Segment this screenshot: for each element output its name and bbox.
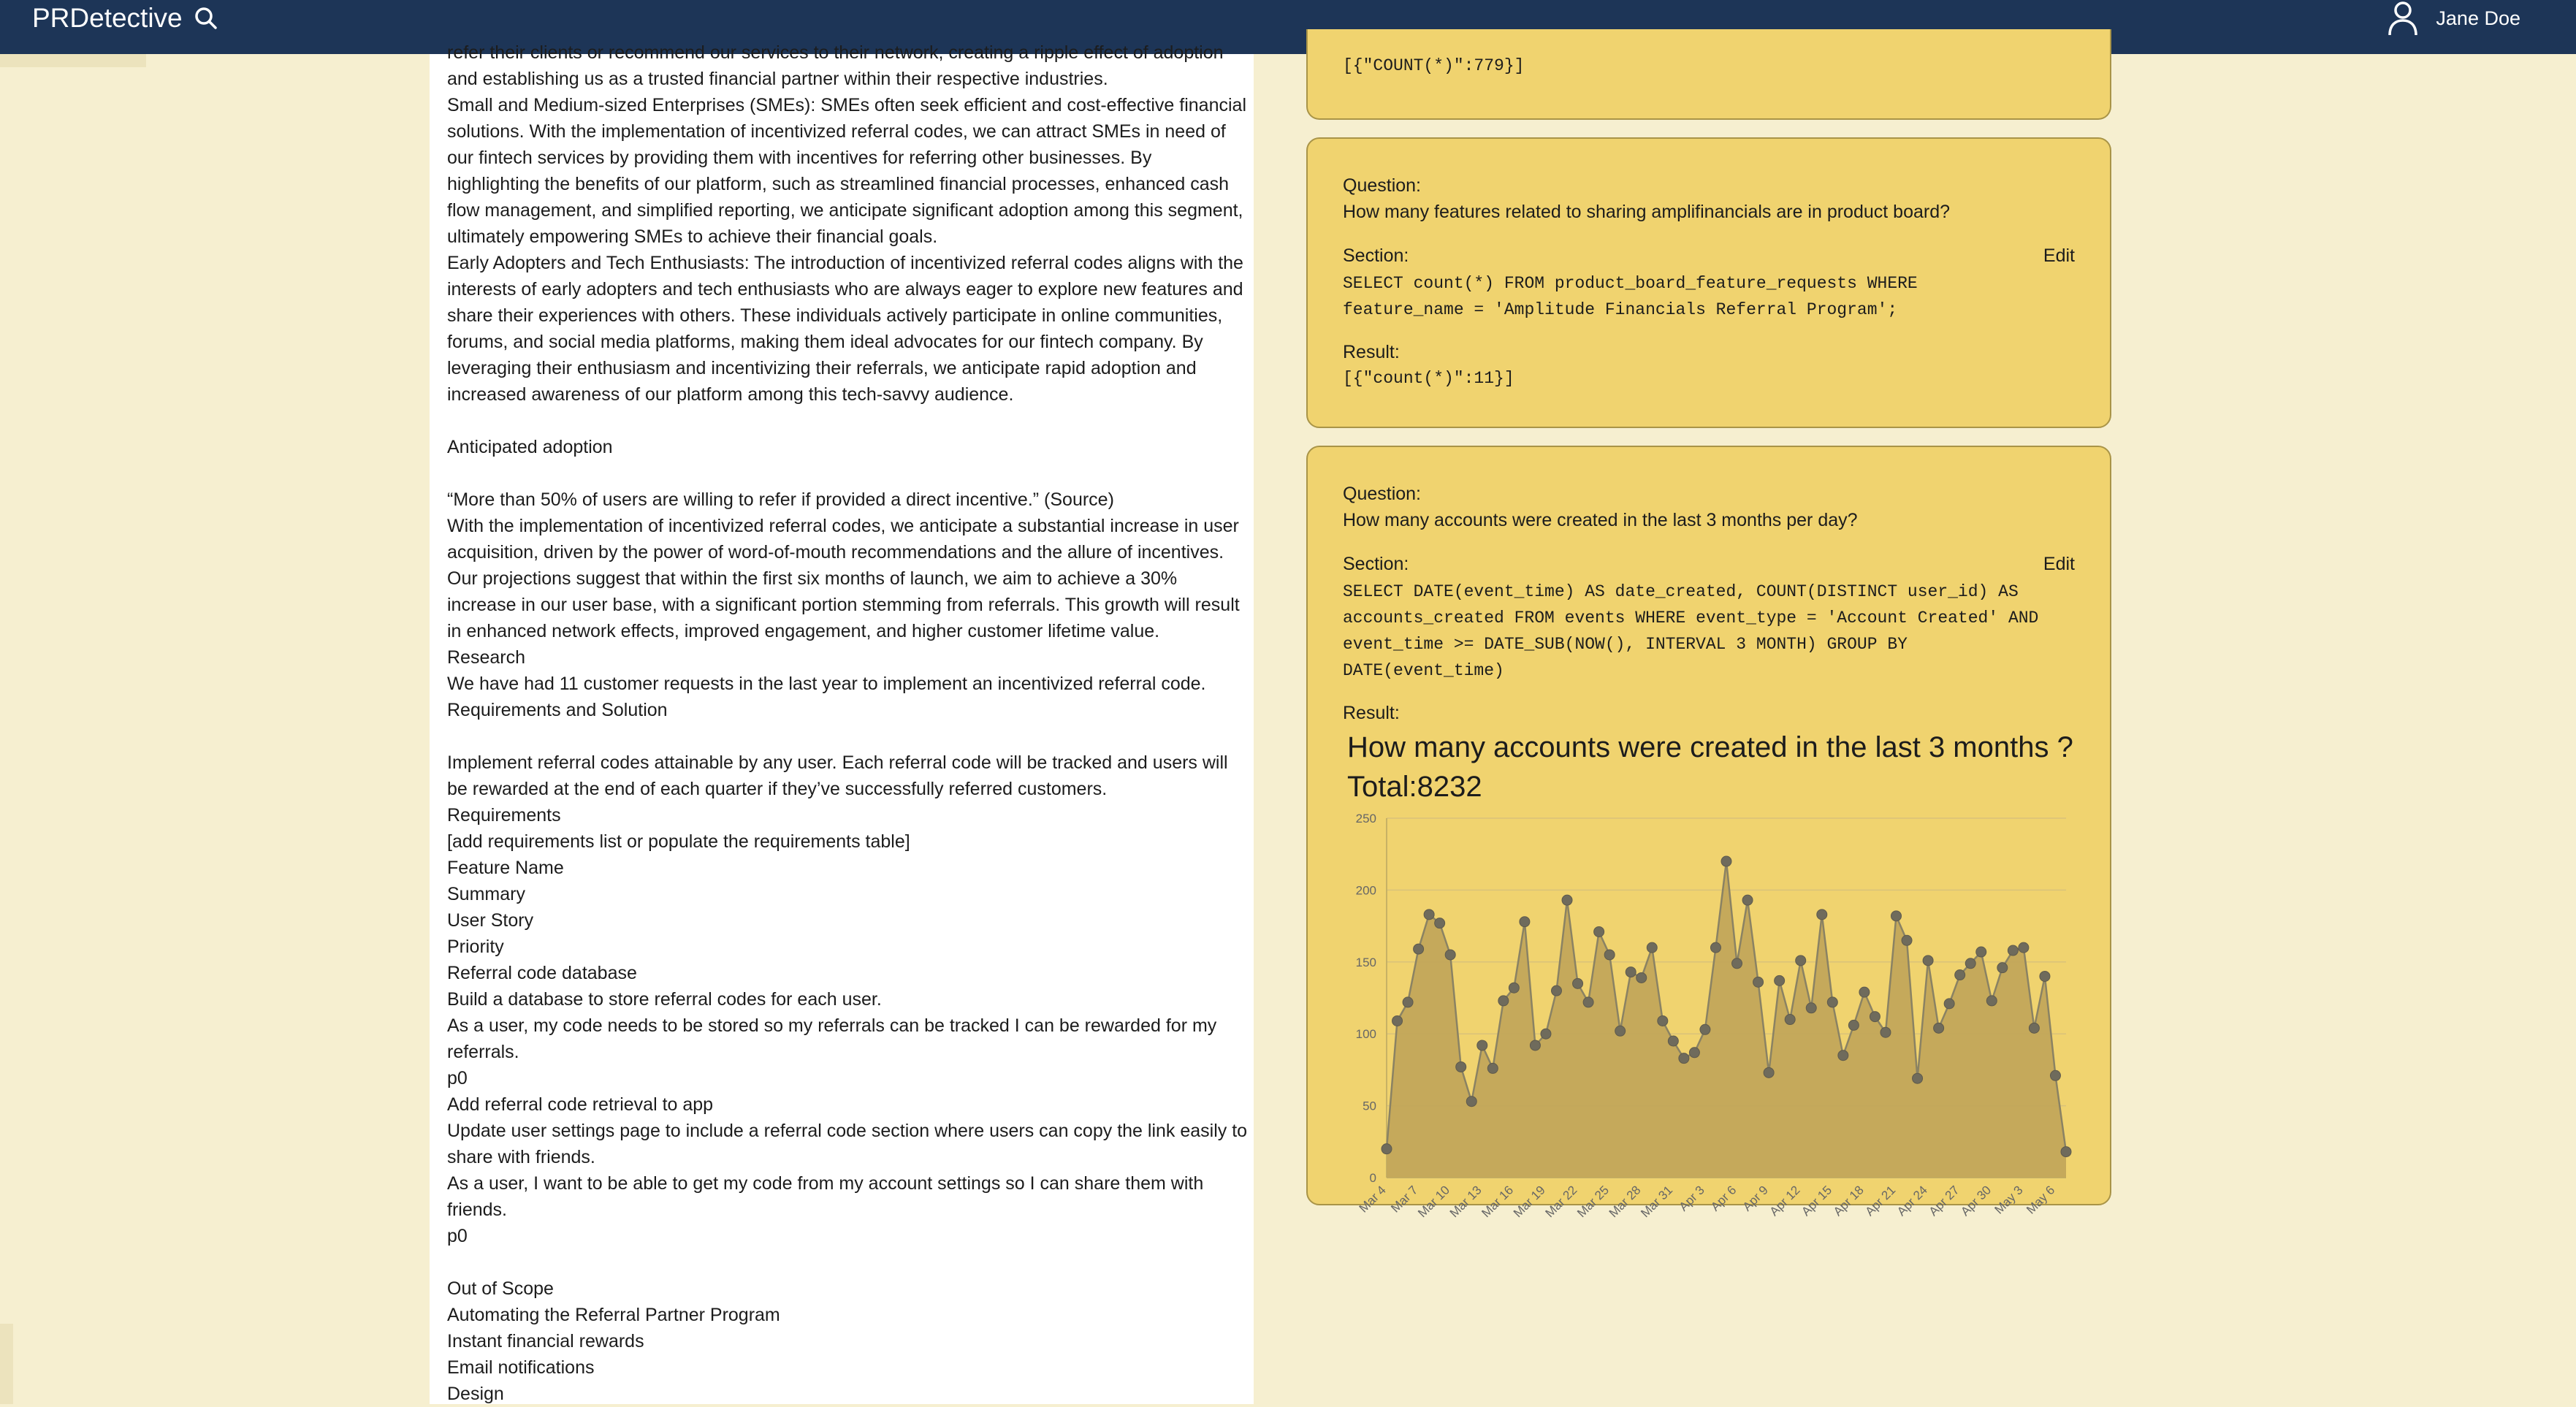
section-label: Section: — [1343, 554, 1409, 574]
data-point — [1806, 1003, 1816, 1013]
data-point — [1764, 1067, 1774, 1078]
x-tick-label: Mar 4 — [1356, 1183, 1389, 1216]
data-point — [1424, 910, 1434, 920]
document-paragraph: Design — [447, 1384, 504, 1404]
data-point — [1710, 942, 1720, 953]
x-tick-label: Mar 28 — [1606, 1183, 1644, 1221]
document-paragraph: [add requirements list or populate the requirements table] — [447, 831, 910, 852]
data-point — [2029, 1023, 2039, 1033]
data-point — [1403, 997, 1413, 1007]
document-paragraph: p0 — [447, 1226, 468, 1246]
data-point — [1986, 996, 1997, 1006]
document-paragraph: p0 — [447, 1068, 468, 1088]
y-tick-label: 150 — [1355, 955, 1376, 969]
data-point — [2050, 1070, 2060, 1080]
user-name[interactable]: Jane Doe — [2436, 7, 2520, 29]
data-point — [1382, 1144, 1392, 1154]
query-card-3 — [1306, 446, 2111, 1221]
data-point — [2061, 1147, 2071, 1157]
x-tick-label: Mar 25 — [1574, 1183, 1612, 1221]
blank-line — [447, 408, 1248, 434]
data-point — [1817, 910, 1827, 920]
sidebar-edge — [0, 54, 146, 67]
edit-button[interactable]: Edit — [2043, 245, 2075, 266]
data-point — [1573, 978, 1583, 988]
document-paragraph: Research — [447, 647, 525, 668]
data-point — [1445, 950, 1455, 960]
data-point — [1658, 1015, 1668, 1026]
query-card-1 — [1306, 29, 2111, 120]
chart-total: Total:8232 — [1347, 771, 1482, 803]
sql-query: SELECT count(*) FROM product_board_feature_requests WHERE feature_name = 'Amplitude Financials Referral Program'; — [1343, 274, 1918, 319]
document-paragraph: Feature Name — [447, 858, 564, 878]
edit-button[interactable]: Edit — [2043, 554, 2075, 574]
x-tick-label: Apr 30 — [1958, 1183, 1994, 1219]
query-card-2 — [1306, 137, 2111, 428]
y-tick-label: 250 — [1355, 812, 1376, 825]
document-paragraph: Automating the Referral Partner Program — [447, 1305, 780, 1325]
x-tick-label: Mar 22 — [1542, 1183, 1580, 1221]
data-point — [1689, 1048, 1699, 1058]
chart-title: How many accounts were created in the last 3 months ? — [1347, 731, 2073, 763]
x-tick-label: Apr 15 — [1799, 1183, 1835, 1219]
result-label: Result: — [1343, 703, 1400, 723]
data-point — [1466, 1097, 1476, 1107]
data-point — [1891, 911, 1902, 921]
question-label: Question: — [1343, 175, 1422, 196]
y-tick-label: 0 — [1369, 1171, 1376, 1185]
data-point — [1509, 983, 1519, 993]
document-paragraph: Summary — [447, 884, 525, 904]
document-paragraph: Anticipated adoption — [447, 437, 613, 457]
x-tick-label: May 6 — [2024, 1183, 2058, 1217]
accounts-area — [1387, 861, 2066, 1178]
data-point — [1934, 1023, 1944, 1033]
document-paragraph: As a user, I want to be able to get my code from my account settings so I can share them with friends. — [447, 1173, 1204, 1220]
data-point — [1913, 1073, 1923, 1083]
data-point — [1870, 1012, 1880, 1022]
data-point — [2040, 971, 2050, 981]
data-point — [1732, 958, 1742, 969]
data-point — [1552, 985, 1562, 996]
data-point — [1838, 1051, 1848, 1061]
document-paragraph: Instant financial rewards — [447, 1331, 644, 1351]
data-point — [1944, 999, 1954, 1009]
x-tick-label: Mar 10 — [1415, 1183, 1453, 1221]
data-point — [1636, 972, 1647, 983]
blank-line — [447, 1249, 1248, 1276]
data-point — [1668, 1036, 1678, 1046]
x-tick-label: May 3 — [1992, 1183, 2026, 1217]
document-paragraph: As a user, my code needs to be stored so my referrals can be tracked I can be rewarded for my referrals. — [447, 1015, 1217, 1062]
data-point — [1902, 935, 1912, 945]
x-tick-label: Apr 9 — [1739, 1183, 1771, 1214]
document-paragraph: We have had 11 customer requests in the last year to implement an incentivized referral code. — [447, 674, 1206, 694]
data-point — [1392, 1015, 1403, 1026]
blank-line — [447, 460, 1248, 487]
data-point — [1594, 926, 1604, 937]
x-tick-label: Apr 27 — [1926, 1183, 1962, 1219]
question-text: How many features related to sharing amplifinancials are in product board? — [1343, 202, 1951, 222]
document-paragraph: Early Adopters and Tech Enthusiasts: The introduction of incentivized referral codes aligns with the interests of early adopters and tech enthusiasts who are always eager to explore new features and share their experiences with others. These individuals actively participate in online communities, forums, and social media platforms, making them ideal advocates for our fintech company. By leveraging their enthusiasm and incentivizing their referrals, we anticipate rapid adoption and increased awareness of our platform among this tech-savvy audience. — [447, 253, 1243, 405]
data-point — [1583, 997, 1593, 1007]
data-point — [1679, 1053, 1689, 1064]
x-tick-label: Mar 7 — [1388, 1183, 1421, 1216]
document-paragraph: Email notifications — [447, 1357, 595, 1378]
document-paragraph: refer their clients or recommend our services to their network, creating a ripple effect of adoption and establishing us as a trusted financial partner within their respective industries. — [447, 42, 1224, 89]
data-point — [1520, 917, 1530, 927]
document-paragraph: Priority — [447, 937, 504, 957]
data-point — [1477, 1040, 1487, 1051]
x-tick-label: Apr 21 — [1862, 1183, 1899, 1219]
data-point — [1848, 1020, 1859, 1030]
data-point — [1435, 918, 1445, 929]
x-tick-label: Apr 3 — [1676, 1183, 1707, 1214]
document-paragraph: Implement referral codes attainable by any user. Each referral code will be tracked and users will be rewarded at the end of each quarter if they’ve successfully referred customers. — [447, 752, 1228, 799]
search-icon[interactable] — [191, 4, 221, 33]
document-paragraph: Build a database to store referral codes for each user. — [447, 989, 882, 1010]
question-label: Question: — [1343, 484, 1422, 504]
data-point — [1965, 958, 1975, 969]
x-tick-label: Apr 6 — [1708, 1183, 1739, 1214]
accounts-created-chart — [1308, 447, 2113, 1221]
data-point — [1498, 996, 1509, 1006]
data-point — [1700, 1024, 1710, 1034]
data-point — [1414, 944, 1424, 954]
data-point — [1976, 947, 1986, 957]
data-point — [1487, 1063, 1498, 1073]
y-tick-label: 200 — [1355, 883, 1376, 898]
data-point — [1827, 997, 1837, 1007]
document-paragraph: With the implementation of incentivized referral codes, we anticipate a substantial increase in user acquisition, driven by the power of word-of-mouth recommendations and the allure of incentives. Our projections suggest that within the first six months of launch, we aim to achieve a 30% increase in our user base, with a significant portion stemming from referrals. This growth will result in enhanced network effects, improved engagement, and higher customer lifetime value. — [447, 516, 1240, 641]
data-point — [1541, 1029, 1551, 1039]
data-point — [1923, 956, 1933, 966]
data-point — [1615, 1026, 1626, 1036]
query-result: [{"count(*)":11}] — [1343, 369, 1514, 388]
data-point — [1721, 856, 1731, 866]
section-label: Section: — [1343, 245, 1409, 266]
data-point — [1955, 970, 1965, 980]
query-result: [{"COUNT(*)":779}] — [1343, 56, 1525, 75]
data-point — [1796, 956, 1806, 966]
user-menu[interactable] — [2386, 0, 2520, 37]
x-tick-label: Mar 31 — [1638, 1183, 1676, 1221]
x-tick-label: Mar 16 — [1479, 1183, 1517, 1221]
data-point — [1530, 1040, 1540, 1051]
data-point — [1742, 895, 1753, 905]
data-point — [1604, 950, 1615, 960]
data-point — [1753, 977, 1764, 987]
result-label: Result: — [1343, 342, 1400, 362]
data-point — [1562, 895, 1572, 905]
sql-query: SELECT DATE(event_time) AS date_created, COUNT(DISTINCT user_id) AS accounts_created FROM events WHERE event_type = 'Account Created' AND event_time >= DATE_SUB(NOW(), INTERVAL 3 MONTH) GROUP BY DATE(event_time) — [1343, 582, 2039, 680]
document-paragraph: Requirements — [447, 805, 561, 825]
data-point — [1785, 1015, 1795, 1025]
x-tick-label: Apr 12 — [1767, 1183, 1803, 1219]
question-text: How many accounts were created in the last 3 months per day? — [1343, 510, 1858, 530]
document-paragraph: “More than 50% of users are willing to refer if provided a direct incentive.” (Source) — [447, 489, 1114, 510]
user-avatar-icon[interactable] — [2386, 0, 2420, 37]
app-brand[interactable] — [32, 0, 221, 37]
top-nav-bar — [0, 0, 2576, 54]
document-paragraph: Small and Medium-sized Enterprises (SMEs): SMEs often seek efficient and cost-effective financial solutions. With the implementation of incentivized referral codes, we can attract SMEs in need of our fintech services by providing them with incentives for referring other businesses. By highlighting the benefits of our platform, such as streamlined financial processes, enhanced cash flow management, and simplified reporting, we anticipate significant adoption among this segment, ultimately empowering SMEs to achieve their financial goals. — [447, 95, 1246, 247]
x-tick-label: Apr 18 — [1830, 1183, 1867, 1219]
data-point — [1775, 975, 1785, 985]
app-title[interactable]: PRDetective — [32, 3, 183, 33]
document-paragraph: Requirements and Solution — [447, 700, 668, 720]
document-paragraph: Update user settings page to include a referral code section where users can copy the link easily to share with friends. — [447, 1121, 1248, 1167]
sidebar-edge-bottom — [0, 1324, 13, 1404]
document-paragraph: Add referral code retrieval to app — [447, 1094, 714, 1115]
data-point — [2019, 942, 2029, 953]
document-paragraph: Referral code database — [447, 963, 637, 983]
x-tick-label: Apr 24 — [1894, 1183, 1930, 1219]
data-point — [2008, 945, 2018, 956]
data-point — [1859, 987, 1870, 997]
data-point — [1880, 1027, 1891, 1037]
document-paragraph: User Story — [447, 910, 534, 931]
data-point — [1626, 967, 1636, 977]
y-tick-label: 100 — [1355, 1027, 1376, 1042]
prd-document[interactable] — [430, 42, 1254, 1404]
document-body — [447, 39, 1248, 1407]
document-paragraph: Out of Scope — [447, 1278, 554, 1299]
x-tick-label: Mar 19 — [1510, 1183, 1548, 1221]
data-point — [1456, 1061, 1466, 1072]
blank-line — [447, 723, 1248, 750]
data-point — [1997, 963, 2008, 973]
data-point — [1647, 942, 1657, 953]
y-tick-label: 50 — [1363, 1099, 1376, 1113]
x-tick-label: Mar 13 — [1447, 1183, 1485, 1221]
